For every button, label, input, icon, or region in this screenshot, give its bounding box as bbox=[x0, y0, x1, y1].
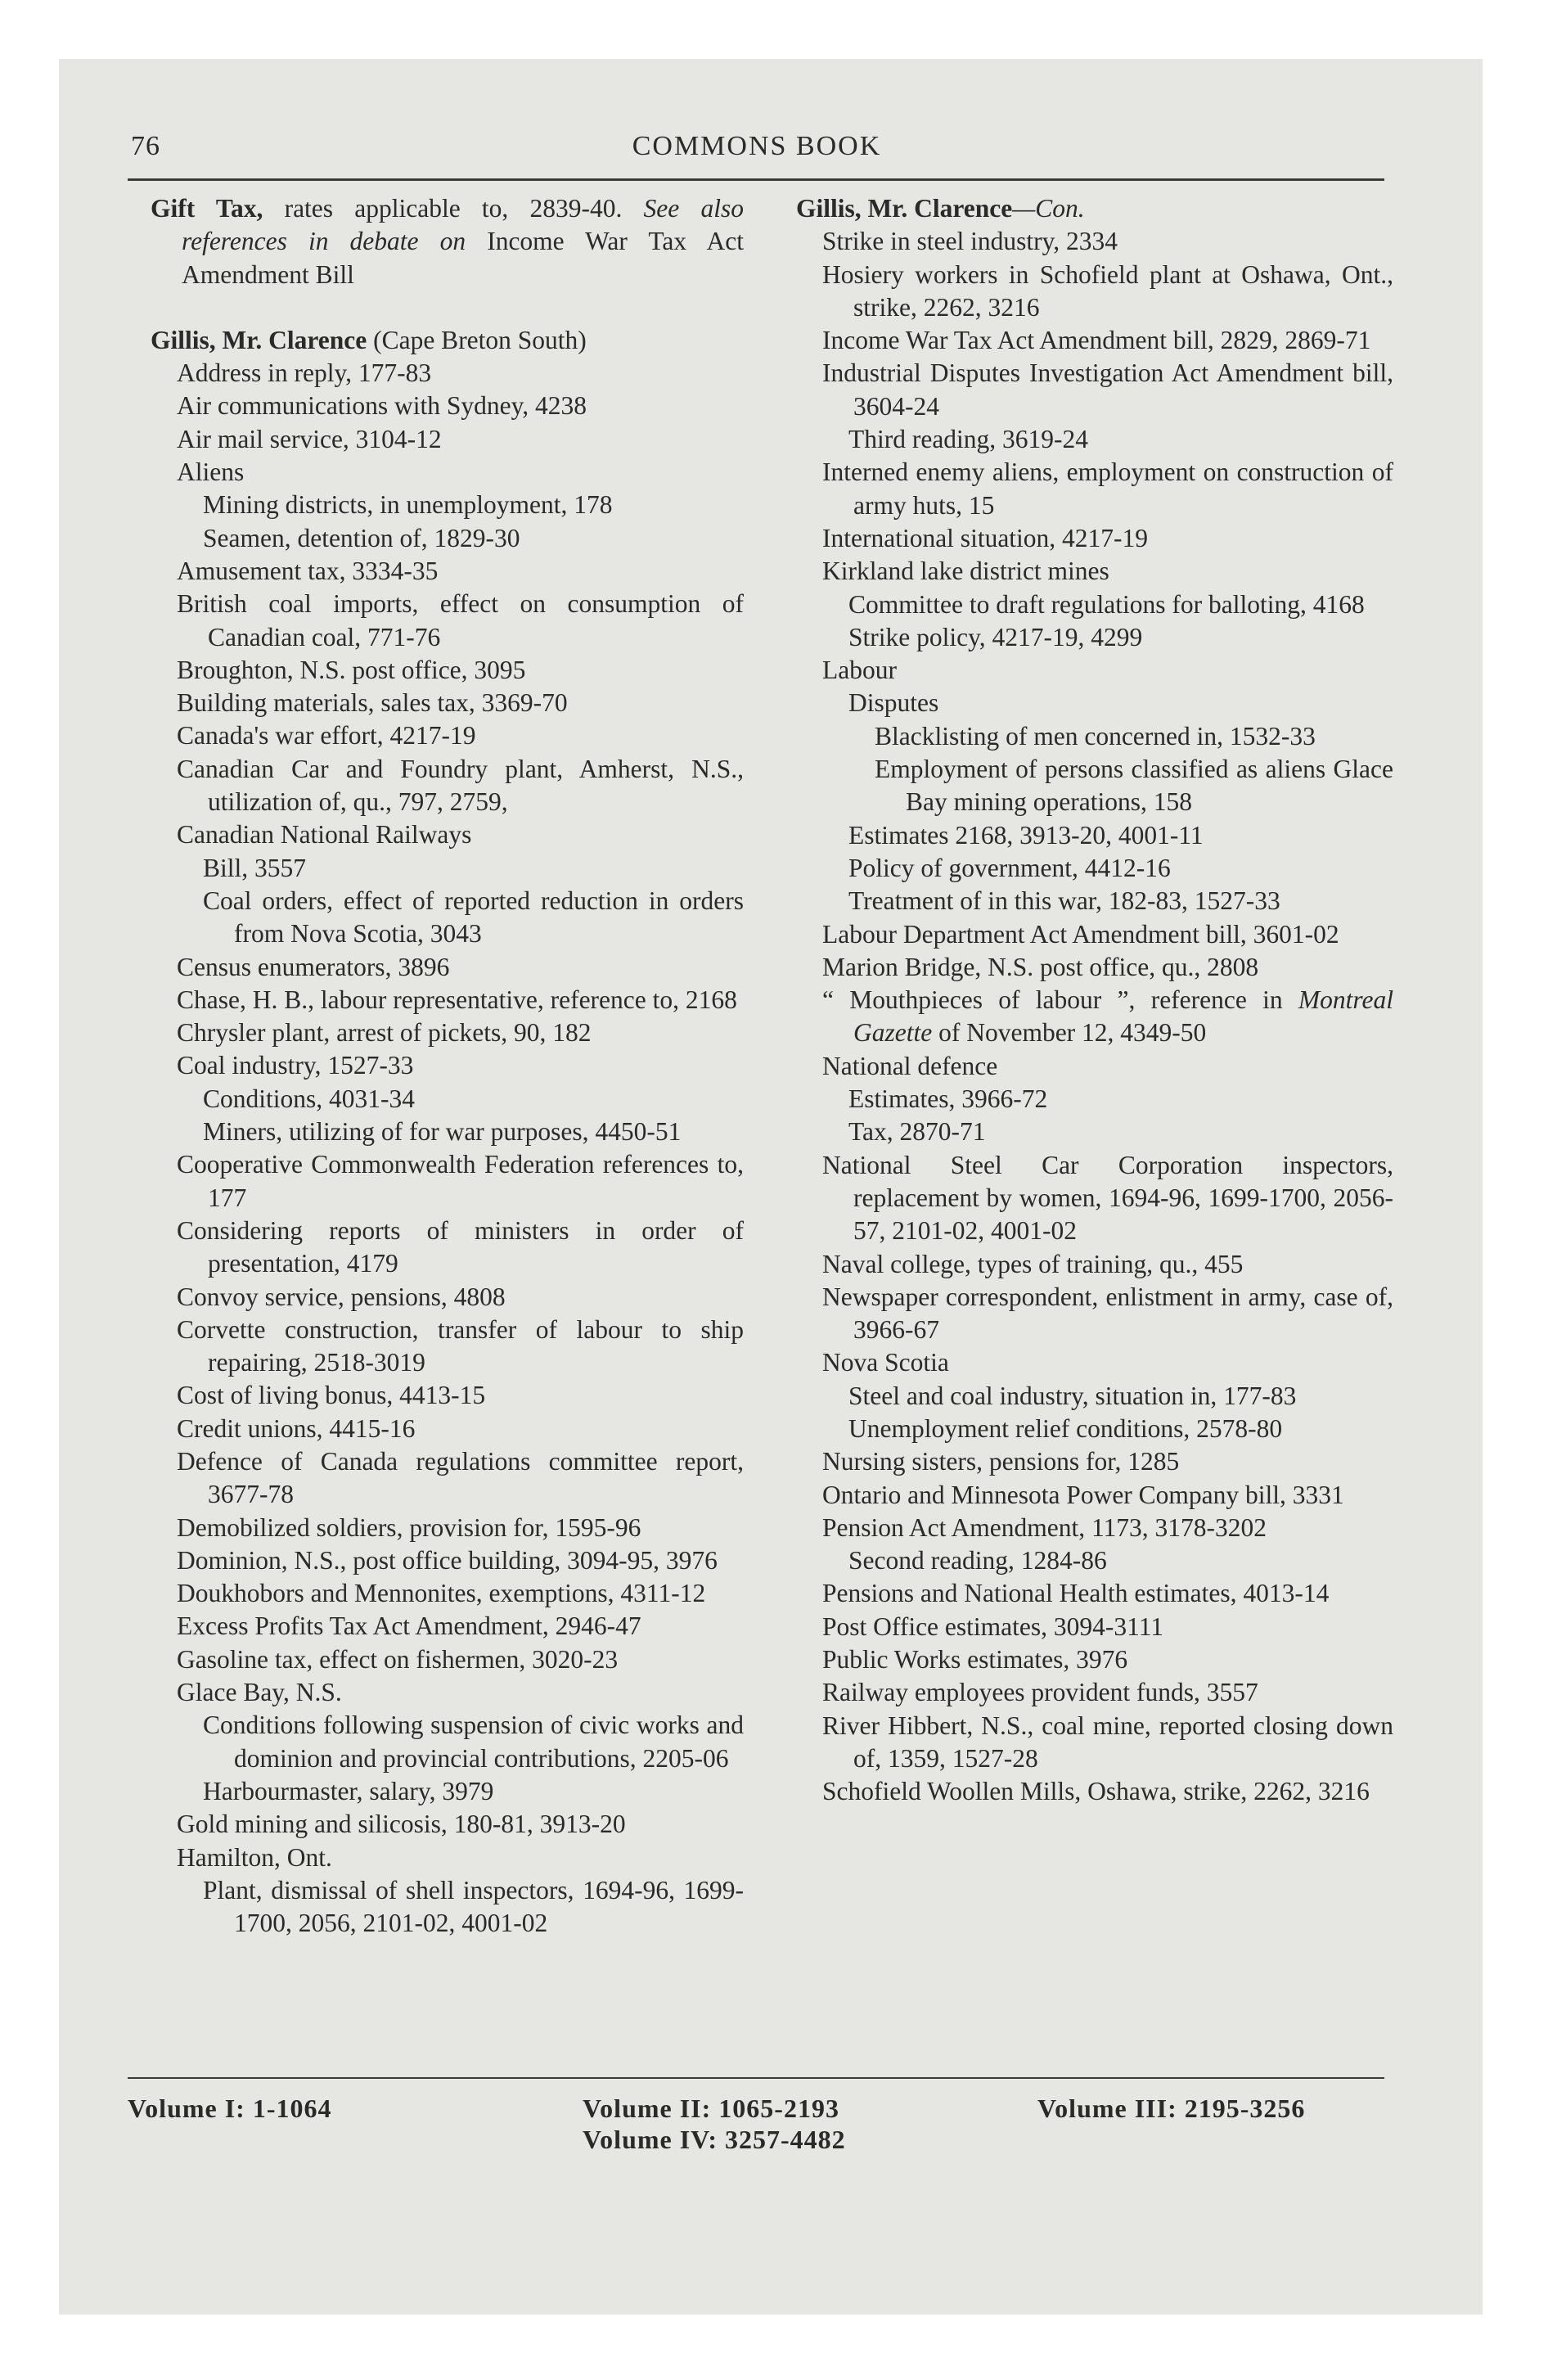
entry-text: Marion Bridge, N.S. post office, qu., 2808 bbox=[822, 952, 1259, 981]
entry-text: Income War Tax Act Amendment bill, 2829, 2869-71 bbox=[822, 326, 1371, 355]
index-entry bbox=[151, 1676, 744, 1709]
index-entry bbox=[151, 1413, 744, 1445]
entry-text: Air communications with Sydney, 4238 bbox=[177, 391, 587, 421]
index-entry bbox=[796, 1710, 1393, 1776]
index-entry bbox=[796, 1380, 1393, 1413]
entry-text: Employment of persons classified as aliens Glace Bay mining operations, 158 bbox=[875, 755, 1393, 817]
entry-text: Corvette construction, transfer of labour to ship repairing, 2518-3019 bbox=[177, 1314, 744, 1377]
entry-text: Nova Scotia bbox=[822, 1348, 949, 1377]
index-entry bbox=[796, 1248, 1393, 1281]
index-entry bbox=[796, 324, 1393, 357]
index-entry bbox=[151, 687, 744, 719]
index-entry bbox=[796, 720, 1393, 753]
index-entry bbox=[151, 1049, 744, 1082]
entry-text: River Hibbert, N.S., coal mine, reported closing down of, 1359, 1527-28 bbox=[822, 1711, 1393, 1773]
index-entry bbox=[151, 1874, 744, 1941]
index-entry bbox=[151, 753, 744, 819]
index-entry bbox=[151, 1709, 744, 1775]
entry-text: Third reading, 3619-24 bbox=[848, 425, 1089, 454]
entry-text: Bill, 3557 bbox=[203, 853, 307, 882]
entry-text: Address in reply, 177-83 bbox=[177, 358, 432, 388]
entry-text: Convoy service, pensions, 4808 bbox=[177, 1282, 506, 1311]
footer-volume-4: Volume IV: 3257-4482 bbox=[583, 2125, 846, 2154]
index-entry bbox=[151, 1083, 744, 1116]
index-entry bbox=[151, 818, 744, 851]
entry-text: Considering reports of ministers in order of presentation, 4179 bbox=[177, 1215, 744, 1278]
entry-text: Estimates 2168, 3913-20, 4001-11 bbox=[848, 820, 1204, 850]
entry-text: Post Office estimates, 3094-3111 bbox=[822, 1611, 1164, 1641]
entry-text: Labour bbox=[822, 656, 897, 685]
index-entry bbox=[151, 1445, 744, 1512]
footer-rule bbox=[128, 2077, 1384, 2079]
index-entry bbox=[151, 1841, 744, 1874]
index-entry bbox=[151, 1116, 744, 1148]
entry-text: Disputes bbox=[848, 688, 939, 718]
entry-text: Harbourmaster, salary, 3979 bbox=[203, 1776, 494, 1805]
index-entry bbox=[796, 918, 1393, 951]
entry-text: Gasoline tax, effect on fishermen, 3020-23 bbox=[177, 1644, 619, 1674]
entry-text: Cooperative Commonwealth Federation references to, 177 bbox=[177, 1150, 744, 1212]
index-entry bbox=[796, 984, 1393, 1050]
index-entry bbox=[151, 588, 744, 654]
entry-text: Census enumerators, 3896 bbox=[177, 952, 450, 981]
header-rule bbox=[128, 178, 1384, 181]
entry-heading: Gillis, Mr. Clarence bbox=[151, 325, 367, 354]
index-entry bbox=[796, 1775, 1393, 1808]
entry-text: Conditions following suspension of civic works and dominion and provincial contributions, 2205-06 bbox=[203, 1711, 744, 1773]
entry-text: Second reading, 1284-86 bbox=[848, 1546, 1107, 1575]
index-entry bbox=[151, 1379, 744, 1412]
index-entry bbox=[796, 1413, 1393, 1445]
index-entry bbox=[796, 1512, 1393, 1544]
index-entry bbox=[796, 1116, 1393, 1148]
index-heading bbox=[151, 324, 744, 357]
entry-text: Pensions and National Health estimates, 4013-14 bbox=[822, 1579, 1330, 1608]
entry-text: Broughton, N.S. post office, 3095 bbox=[177, 655, 526, 684]
entry-text: Canadian National Railways bbox=[177, 820, 472, 850]
entry-heading: Gift Tax, bbox=[151, 194, 263, 223]
entry-text: Hosiery workers in Schofield plant at Oshawa, Ont., strike, 2262, 3216 bbox=[822, 259, 1393, 322]
entry-text: International situation, 4217-19 bbox=[822, 523, 1149, 552]
entry-text: Strike policy, 4217-19, 4299 bbox=[848, 622, 1143, 651]
entry-text: National Steel Car Corporation inspectors, replacement by women, 1694-96, 1699-1700, 2056-57, 2101-02, 4001-02 bbox=[822, 1150, 1393, 1246]
index-entry bbox=[151, 1808, 744, 1841]
index-entry bbox=[151, 1610, 744, 1643]
index-entry bbox=[796, 951, 1393, 984]
entry-italic: See also references in debate on bbox=[182, 194, 744, 256]
entry-text: Mining districts, in unemployment, 178 bbox=[203, 490, 613, 520]
entry-text: Ontario and Minnesota Power Company bill, 3331 bbox=[822, 1480, 1344, 1509]
index-entry bbox=[151, 654, 744, 687]
index-entry bbox=[796, 588, 1393, 621]
entry-text: rates applicable to, 2839-40. bbox=[263, 194, 644, 223]
entry-text: Defence of Canada regulations committee report, 3677-78 bbox=[177, 1446, 744, 1509]
right-index-column bbox=[796, 192, 1393, 1809]
entry-text: Credit unions, 4415-16 bbox=[177, 1413, 416, 1443]
index-entry bbox=[151, 984, 744, 1016]
index-heading bbox=[151, 192, 744, 291]
entry-text: Air mail service, 3104-12 bbox=[177, 424, 442, 453]
entry-text: Building materials, sales tax, 3369-70 bbox=[177, 688, 568, 718]
entry-text: Estimates, 3966-72 bbox=[848, 1084, 1048, 1114]
entry-text: Hamilton, Ont. bbox=[177, 1842, 332, 1872]
entry-text: Blacklisting of men concerned in, 1532-33 bbox=[875, 721, 1316, 751]
entry-text: Seamen, detention of, 1829-30 bbox=[203, 523, 520, 552]
index-entry bbox=[796, 1611, 1393, 1643]
entry-text: Unemployment relief conditions, 2578-80 bbox=[848, 1413, 1283, 1443]
entry-tail: of November 12, 4349-50 bbox=[932, 1018, 1207, 1048]
entry-text: Aliens bbox=[177, 458, 245, 487]
entry-text: Industrial Disputes Investigation Act Amendment bill, 3604-24 bbox=[822, 358, 1393, 421]
entry-heading: Gillis, Mr. Clarence bbox=[796, 194, 1013, 223]
index-entry bbox=[151, 489, 744, 521]
index-entry bbox=[796, 753, 1393, 819]
index-entry bbox=[796, 522, 1393, 555]
index-entry bbox=[796, 1577, 1393, 1610]
entry-text: Railway employees provident funds, 3557 bbox=[822, 1678, 1258, 1707]
entry-text: Pension Act Amendment, 1173, 3178-3202 bbox=[822, 1512, 1267, 1542]
entry-text: National defence bbox=[822, 1051, 998, 1080]
index-entry bbox=[796, 1346, 1393, 1379]
index-entry bbox=[151, 1148, 744, 1215]
index-entry bbox=[151, 456, 744, 489]
index-entry bbox=[796, 654, 1393, 687]
index-entry bbox=[796, 621, 1393, 654]
entry-text: Kirkland lake district mines bbox=[822, 557, 1109, 586]
index-entry bbox=[796, 456, 1393, 522]
page-number: 76 bbox=[131, 131, 160, 161]
entry-text: Canada's war effort, 4217-19 bbox=[177, 721, 476, 751]
index-entry bbox=[151, 852, 744, 885]
entry-text: (Cape Breton South) bbox=[367, 325, 587, 354]
entry-text: Naval college, types of training, qu., 455 bbox=[822, 1249, 1244, 1278]
index-entry bbox=[151, 1577, 744, 1610]
entry-text: Glace Bay, N.S. bbox=[177, 1678, 342, 1707]
entry-tail: Income War Tax Act Amendment Bill bbox=[182, 227, 745, 289]
entry-text: Committee to draft regulations for balloting, 4168 bbox=[848, 589, 1365, 619]
running-title: COMMONS BOOK bbox=[632, 131, 882, 161]
index-entry bbox=[796, 357, 1393, 423]
index-heading bbox=[796, 192, 1393, 225]
footer-volume-3: Volume III: 2195-3256 bbox=[1037, 2094, 1306, 2123]
index-entry bbox=[796, 1083, 1393, 1116]
index-entry bbox=[796, 1050, 1393, 1083]
entry-text: Plant, dismissal of shell inspectors, 1694-96, 1699-1700, 2056, 2101-02, 4001-02 bbox=[203, 1875, 744, 1938]
left-index-column bbox=[151, 192, 744, 1940]
index-entry bbox=[796, 687, 1393, 719]
entry-text: Coal industry, 1527-33 bbox=[177, 1051, 414, 1080]
footer-volume-2: Volume II: 1065-2193 bbox=[583, 2094, 839, 2123]
index-entry bbox=[151, 719, 744, 752]
entry-text: Conditions, 4031-34 bbox=[203, 1084, 416, 1113]
index-entry bbox=[151, 1215, 744, 1281]
index-entry bbox=[151, 357, 744, 390]
entry-text: Doukhobors and Mennonites, exemptions, 4311-12 bbox=[177, 1579, 706, 1608]
index-entry bbox=[151, 1281, 744, 1314]
index-entry bbox=[796, 819, 1393, 852]
index-entry bbox=[151, 390, 744, 422]
index-entry bbox=[151, 1016, 744, 1049]
entry-text: Gold mining and silicosis, 180-81, 3913-20 bbox=[177, 1810, 626, 1839]
entry-text: Miners, utilizing of for war purposes, 4450-51 bbox=[203, 1117, 682, 1147]
entry-text: Excess Profits Tax Act Amendment, 2946-47 bbox=[177, 1611, 641, 1641]
index-entry bbox=[796, 1643, 1393, 1676]
index-entry bbox=[796, 1676, 1393, 1709]
entry-text: Steel and coal industry, situation in, 177-83 bbox=[848, 1381, 1297, 1410]
index-entry bbox=[796, 259, 1393, 325]
index-entry bbox=[796, 852, 1393, 885]
index-entry bbox=[151, 1775, 744, 1808]
entry-text: Amusement tax, 3334-35 bbox=[177, 556, 439, 585]
entry-text: Coal orders, effect of reported reduction in orders from Nova Scotia, 3043 bbox=[203, 886, 744, 949]
entry-text: Tax, 2870-71 bbox=[848, 1117, 986, 1147]
index-entry bbox=[151, 1544, 744, 1577]
index-entry bbox=[796, 1544, 1393, 1577]
index-entry bbox=[151, 885, 744, 951]
entry-text: Interned enemy aliens, employment on construction of army huts, 15 bbox=[822, 458, 1393, 520]
entry-text: Dominion, N.S., post office building, 3094-95, 3976 bbox=[177, 1545, 718, 1575]
index-entry bbox=[151, 522, 744, 555]
entry-text: Cost of living bonus, 4413-15 bbox=[177, 1381, 486, 1410]
index-entry bbox=[796, 1445, 1393, 1478]
entry-text: Labour Department Act Amendment bill, 3601-02 bbox=[822, 919, 1339, 949]
index-entry bbox=[151, 555, 744, 588]
entry-text: Public Works estimates, 3976 bbox=[822, 1645, 1128, 1675]
entry-text: Policy of government, 4412-16 bbox=[848, 853, 1171, 882]
index-entry bbox=[151, 423, 744, 456]
entry-italic: —Con. bbox=[1012, 194, 1085, 223]
entry-text: Canadian Car and Foundry plant, Amherst, N.S., utilization of, qu., 797, 2759, bbox=[177, 754, 744, 817]
entry-text: Strike in steel industry, 2334 bbox=[822, 227, 1118, 256]
index-entry bbox=[796, 423, 1393, 456]
entry-italic: Montreal Gazette bbox=[853, 985, 1393, 1048]
entry-text: “ Mouthpieces of labour ”, reference in bbox=[822, 985, 1298, 1015]
index-entry bbox=[796, 225, 1393, 258]
index-entry bbox=[796, 1149, 1393, 1248]
index-entry bbox=[151, 1512, 744, 1544]
entry-text: Chase, H. B., labour representative, reference to, 2168 bbox=[177, 985, 737, 1014]
entry-text: Chrysler plant, arrest of pickets, 90, 182 bbox=[177, 1018, 592, 1048]
index-entry bbox=[796, 555, 1393, 588]
index-entry bbox=[796, 885, 1393, 917]
index-entry bbox=[151, 951, 744, 984]
index-entry bbox=[151, 1314, 744, 1380]
entry-text: British coal imports, effect on consumption of Canadian coal, 771-76 bbox=[177, 589, 744, 651]
entry-text: Schofield Woollen Mills, Oshawa, strike, 2262, 3216 bbox=[822, 1777, 1370, 1806]
entry-text: Nursing sisters, pensions for, 1285 bbox=[822, 1447, 1180, 1476]
index-entry bbox=[151, 1643, 744, 1676]
footer-volume-1: Volume I: 1-1064 bbox=[128, 2094, 332, 2123]
index-entry bbox=[796, 1479, 1393, 1512]
entry-text: Demobilized soldiers, provision for, 1595-96 bbox=[177, 1512, 641, 1542]
entry-text: Treatment of in this war, 182-83, 1527-33 bbox=[848, 886, 1280, 916]
entry-text: Newspaper correspondent, enlistment in army, case of, 3966-67 bbox=[822, 1282, 1393, 1345]
index-entry bbox=[796, 1281, 1393, 1347]
